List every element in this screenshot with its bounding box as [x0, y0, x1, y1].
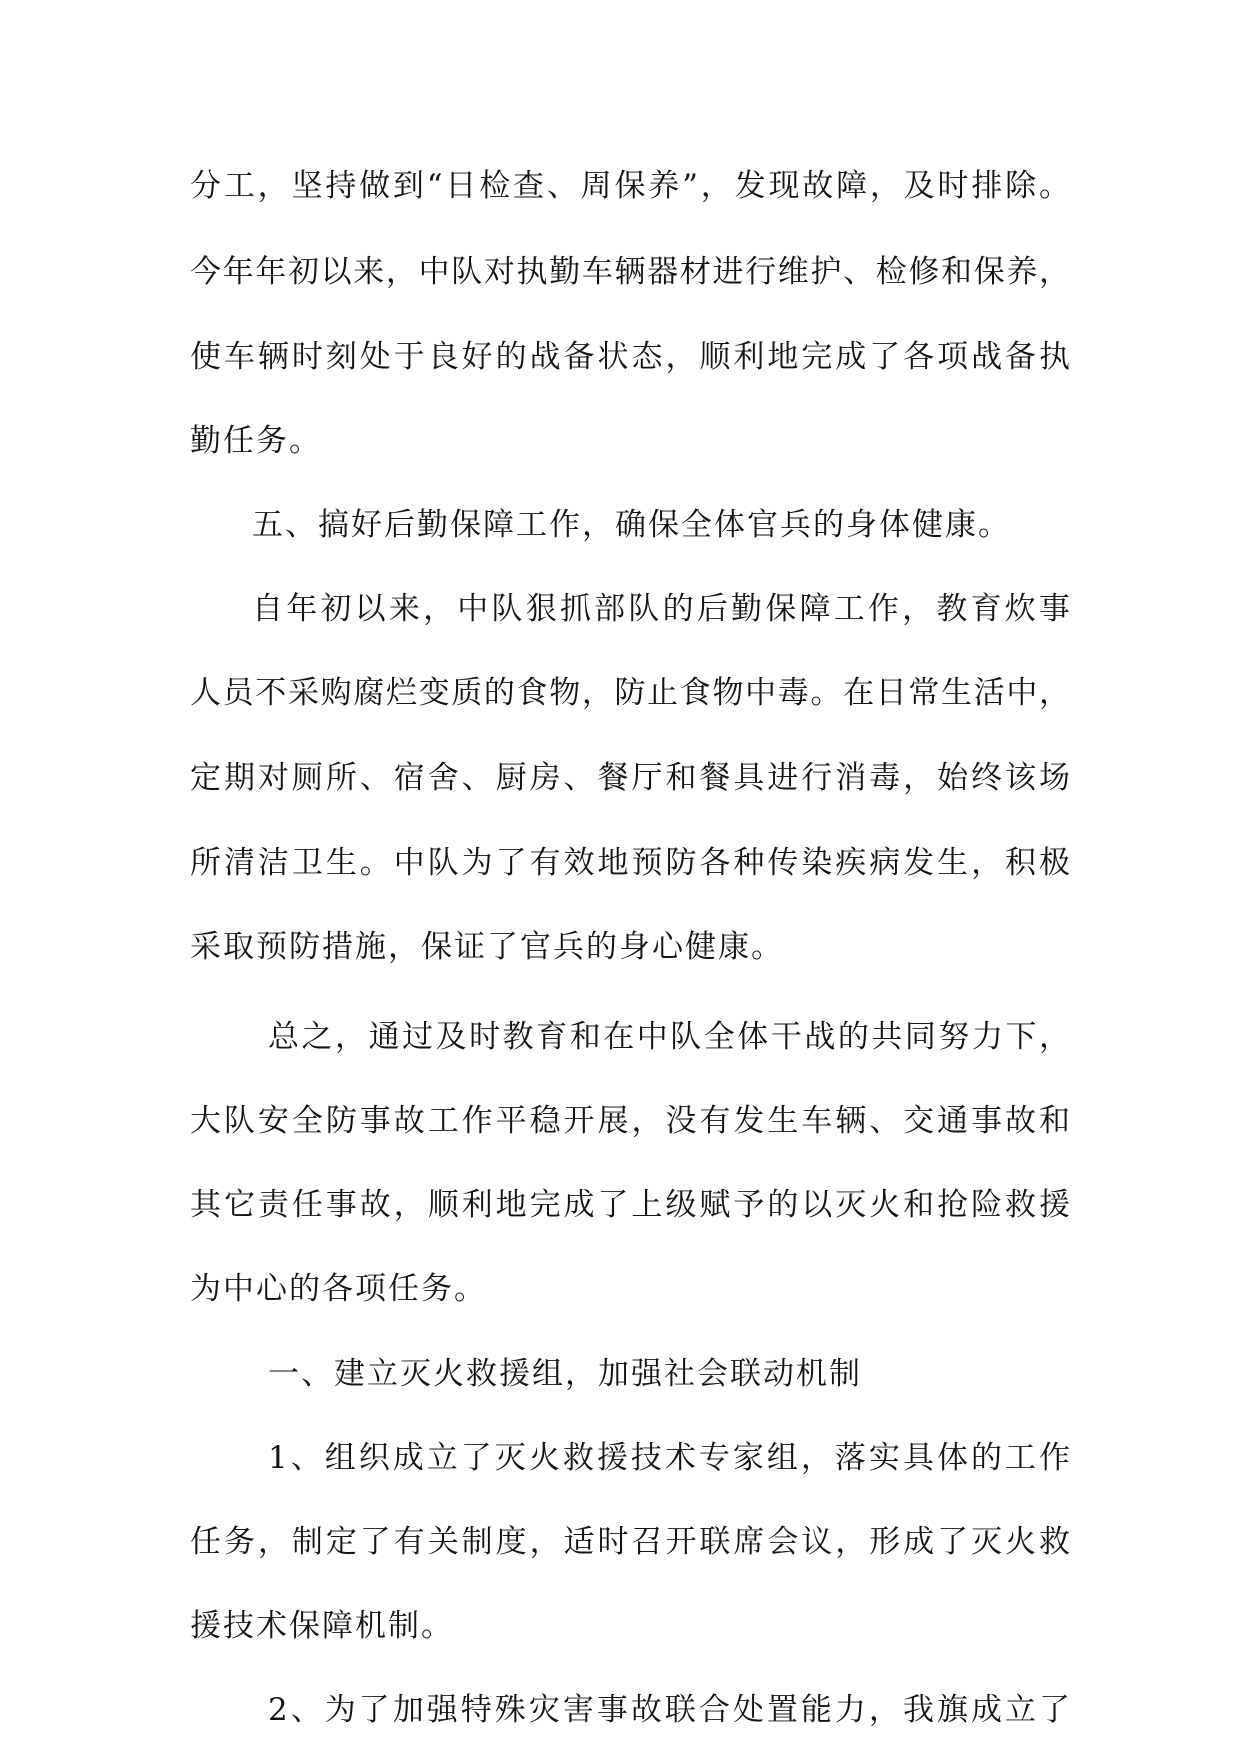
section-heading: 五、搞好后勤保障工作，确保全体官兵的身体健康。: [252, 507, 1011, 543]
text-line: 定期对厕所、宿舍、厨房、餐厅和餐具进行消毒，始终该场: [190, 760, 1070, 796]
text-line: 其它责任事故，顺利地完成了上级赋予的以灭火和抢险救援: [190, 1187, 1070, 1223]
text-line: 今年年初以来，中队对执勤车辆器材进行维护、检修和保养，: [190, 254, 1070, 290]
section-heading: 一、建立灭火救援组，加强社会联动机制: [268, 1356, 862, 1392]
text-line: 使车辆时刻处于良好的战备状态，顺利地完成了各项战备执: [190, 339, 1070, 375]
text-line: 分工，坚持做到“日检查、周保养”，发现故障，及时排除。: [190, 168, 1070, 204]
text-line: 为中心的各项任务。: [190, 1271, 487, 1307]
text-line: 人员不采购腐烂变质的食物，防止食物中毒。在日常生活中，: [190, 675, 1070, 711]
text-line: 任务，制定了有关制度，适时召开联席会议，形成了灭火救: [190, 1524, 1070, 1560]
text-line: 采取预防措施，保证了官兵的身心健康。: [190, 929, 784, 965]
text-line: 勤任务。: [190, 423, 322, 459]
text-line: 1、组织成立了灭火救援技术专家组，落实具体的工作: [268, 1440, 1070, 1476]
text-line: 自年初以来，中队狠抓部队的后勤保障工作，教育炊事: [252, 591, 1070, 627]
text-line: 总之，通过及时教育和在中队全体干战的共同努力下，: [268, 1019, 1070, 1055]
text-line: 大队安全防事故工作平稳开展，没有发生车辆、交通事故和: [190, 1103, 1070, 1139]
text-line: 2、为了加强特殊灾害事故联合处置能力，我旗成立了: [268, 1692, 1070, 1728]
text-line: 所清洁卫生。中队为了有效地预防各种传染疾病发生，积极: [190, 845, 1070, 881]
text-line: 援技术保障机制。: [190, 1608, 454, 1644]
